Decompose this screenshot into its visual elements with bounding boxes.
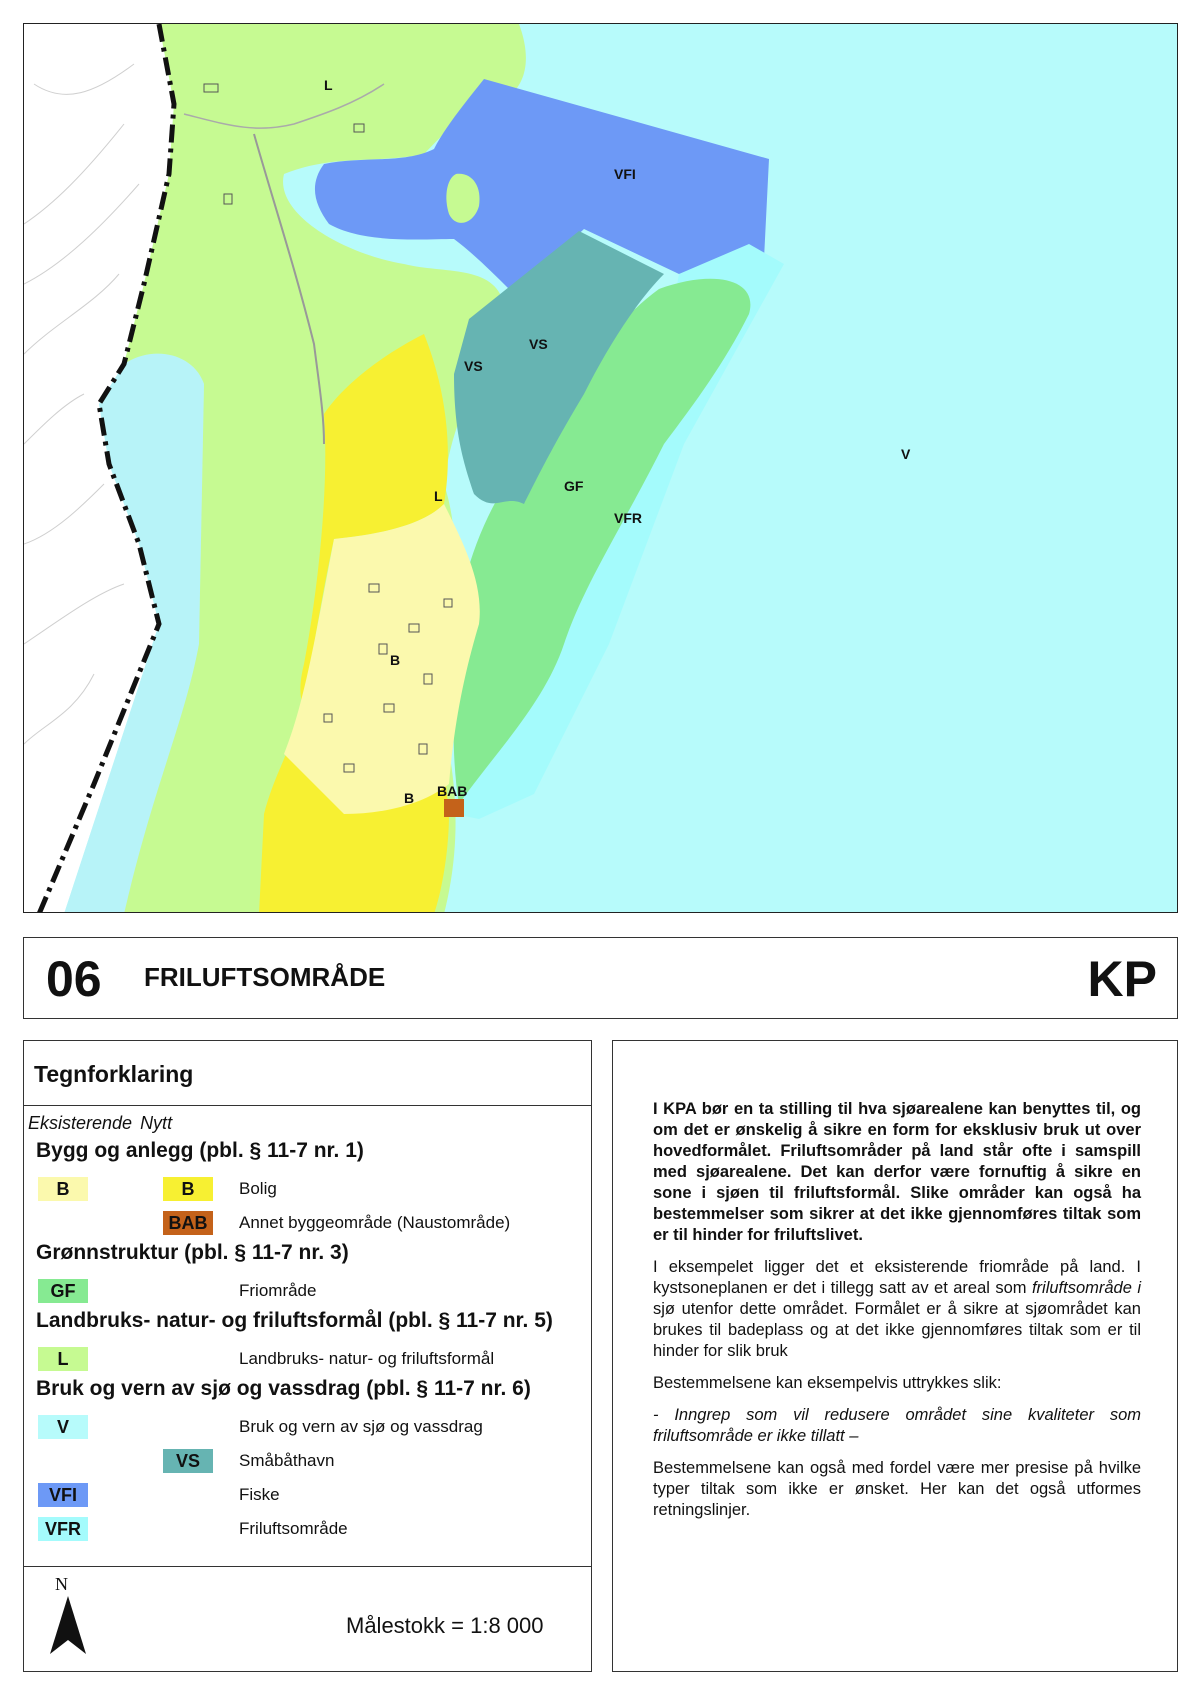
north-arrow-icon [48, 1576, 88, 1656]
map [23, 23, 1178, 913]
swatch-b-existing: B [38, 1177, 88, 1201]
label-vs-left: VS [464, 358, 483, 374]
legend-row-gf [24, 1279, 591, 1307]
paragraph-1: I KPA bør en ta stilling til hva sjøarealene kan benyttes til, og om det er ønskelig å sikre en form for eksklusiv bruk ut over hovedformålet. Friluftsområder på land står ofte i samspill med sjøarealene. Det kan derfor være fornuftig å sikre en sone i sjøen til friluftsformål. Slike områder kan også ha bestemmelser som sikrer at det ikke gjennomføres tiltak som er til hinder for friluftslivet. [653, 1100, 1141, 1244]
legend-subheader [28, 1113, 180, 1134]
swatch-vfi: VFI [38, 1483, 88, 1507]
label-bolig: Bolig [239, 1179, 277, 1198]
label-l: Landbruks- natur- og friluftsformål [239, 1349, 495, 1368]
label-v: V [901, 446, 911, 462]
legend-row-bolig [24, 1177, 591, 1205]
swatch-b-new: B [163, 1177, 213, 1201]
cat-landbruk: Landbruks- natur- og friluftsformål (pbl. § 11-7 nr. 5) [36, 1309, 553, 1332]
legend [23, 1040, 592, 1672]
label-l-mid: L [434, 488, 443, 504]
paragraph-2-b: sjø utenfor dette området. Formålet er å sikre at sjøområdet kan brukes til badeplass og at det ikke gjennomføres tiltak som er til hinder for slik bruk [653, 1300, 1141, 1360]
title-text: FRILUFTSOMRÅDE [144, 962, 386, 992]
title-bar [23, 937, 1178, 1019]
legend-sub-existing: Eksisterende [28, 1113, 133, 1133]
label-gf: Friområde [239, 1281, 317, 1300]
legend-divider-top [24, 1105, 591, 1106]
swatch-vs: VS [163, 1449, 213, 1473]
label-vfr: Friluftsområde [239, 1519, 348, 1538]
paragraph-4: - Inngrep som vil redusere området sine kvaliteter som friluftsområde er ikke tillatt – [653, 1406, 1141, 1445]
paragraph-5: Bestemmelsene kan også med fordel være mer presise på hvilke typer tiltak som ikke er ønsket. Her kan det også utformes retningslinjer. [653, 1459, 1141, 1519]
swatch-vfr: VFR [38, 1517, 88, 1541]
title-number: 06 [46, 951, 102, 1007]
legend-row-bab [24, 1211, 591, 1239]
paragraph-3: Bestemmelsene kan eksempelvis uttrykkes slik: [653, 1374, 1002, 1392]
label-v: Bruk og vern av sjø og vassdrag [239, 1417, 483, 1436]
description-text [653, 1099, 1141, 1532]
legend-row-l [24, 1347, 591, 1375]
north-label: N [55, 1574, 68, 1594]
label-vs: Småbåthavn [239, 1451, 335, 1470]
label-vfr: VFR [614, 510, 642, 526]
legend-row-vs [24, 1449, 591, 1477]
label-b-low: B [404, 790, 415, 806]
legend-row-vfi [24, 1483, 591, 1511]
legend-row-v [24, 1415, 591, 1443]
paragraph-2-italic: friluftsområde i [1031, 1279, 1141, 1297]
swatch-l: L [38, 1347, 88, 1371]
swatch-gf: GF [38, 1279, 88, 1303]
title-code: KP [1087, 951, 1157, 1007]
legend-divider-bottom [24, 1566, 591, 1567]
label-vfi: Fiske [239, 1485, 280, 1504]
label-l-top: L [324, 77, 333, 93]
legend-row-vfr [24, 1517, 591, 1545]
map-svg [24, 24, 1178, 913]
scale-text: Målestokk = 1:8 000 [346, 1613, 544, 1638]
swatch-bab: BAB [163, 1211, 213, 1235]
paragraph-2 [653, 1257, 1141, 1362]
label-bab: Annet byggeområde (Naustområde) [239, 1213, 511, 1232]
label-bab: BAB [437, 783, 468, 799]
label-b-mid: B [390, 652, 401, 668]
legend-sub-new: Nytt [140, 1113, 173, 1133]
cat-bygg: Bygg og anlegg (pbl. § 11-7 nr. 1) [36, 1139, 364, 1162]
label-vfi: VFI [614, 166, 636, 182]
label-vs-right: VS [529, 336, 548, 352]
paragraph-2-a: I eksempelet ligger det et eksisterende friområde på land. I kystsoneplanen er det i tillegg satt av et areal som [653, 1258, 1141, 1297]
label-gf: GF [564, 478, 584, 494]
swatch-v: V [38, 1415, 88, 1439]
cat-sjo: Bruk og vern av sjø og vassdrag (pbl. § 11-7 nr. 6) [36, 1377, 531, 1400]
description-panel [612, 1040, 1178, 1672]
legend-title: Tegnforklaring [34, 1061, 194, 1087]
bab-zone [444, 799, 464, 817]
cat-gronn: Grønnstruktur (pbl. § 11-7 nr. 3) [36, 1241, 349, 1264]
